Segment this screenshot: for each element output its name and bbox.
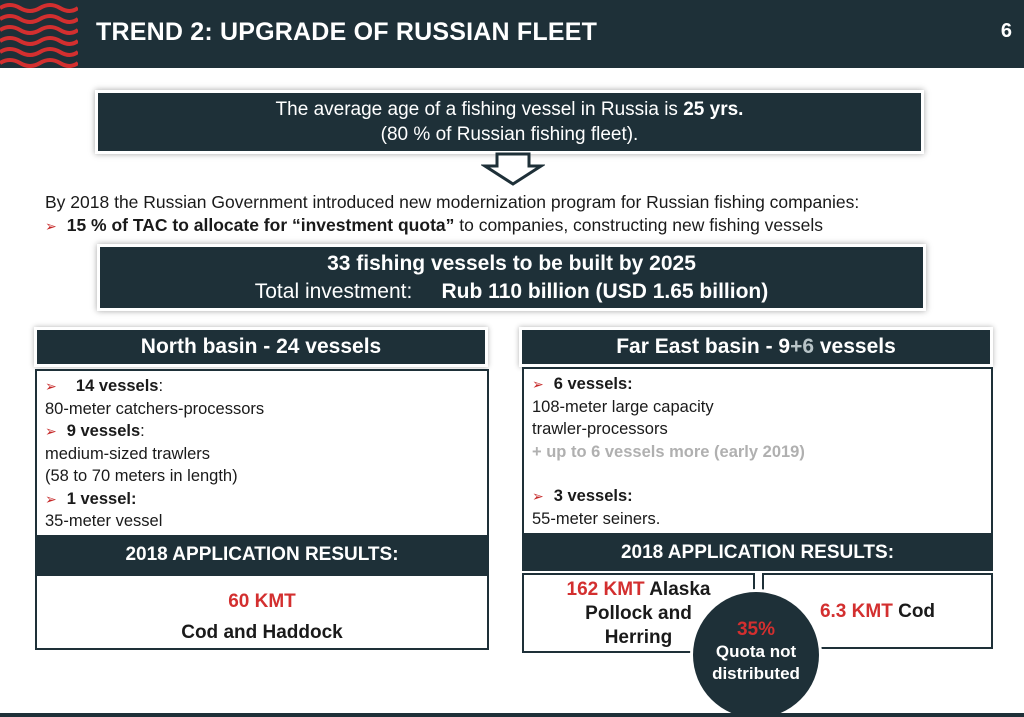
arrow-bullet-icon: ➢ — [45, 490, 57, 507]
north-result-amount: 60 KMT — [228, 591, 296, 612]
north-item-2-count: 9 vessels — [66, 422, 141, 440]
north-basin-vessel-list — [35, 369, 489, 537]
program-intro-text: By 2018 the Russian Government introduced new modernization program for Russian fishing companies: — [45, 192, 860, 212]
total-investment-label: Total investment: — [254, 280, 413, 303]
north-item-2-desc1: medium-sized trawlers — [45, 444, 211, 463]
north-item-2-desc2: (58 to 70 meters in length) — [45, 467, 238, 485]
quota-not-distributed-badge — [693, 592, 819, 717]
fareast-result-1-amount: 162 KMT — [566, 579, 645, 600]
fareast-item-2-count: 3 vessels: — [553, 487, 633, 505]
fareast-item-1-extra: + up to 6 vessels more (early 2019) — [532, 442, 805, 461]
north-results-box — [35, 574, 489, 650]
north-item-1 — [45, 375, 479, 398]
down-arrow-icon — [481, 152, 545, 186]
fareast-item-1 — [532, 373, 983, 396]
quota-line1: Quota not — [715, 642, 797, 661]
north-item-1-count: 14 vessels — [75, 377, 159, 395]
average-age-text: The average age of a fishing vessel in Russia is — [275, 99, 684, 120]
fareast-result-1-line1 — [524, 578, 753, 602]
fareast-item-1-count: 6 vessels: — [553, 375, 633, 393]
fareast-result-1-species-a: Alaska — [644, 579, 711, 600]
slide-header — [0, 0, 1024, 68]
average-age-value: 25 yrs. — [683, 99, 744, 120]
slide-title: TREND 2: UPGRADE OF RUSSIAN FLEET — [96, 18, 598, 46]
arrow-bullet-icon: ➢ — [45, 378, 57, 394]
investment-quota-rest: to companies, constructing new fishing vessels — [454, 215, 824, 235]
fareast-basin-vessel-list — [522, 367, 993, 535]
north-basin-heading: North basin - 24 vessels — [37, 330, 485, 364]
page-number: 6 — [1000, 20, 1012, 42]
waves-logo-icon — [0, 0, 78, 68]
north-item-2 — [45, 420, 479, 443]
average-age-line2: (80 % of Russian fishing fleet). — [380, 124, 639, 145]
list-spacer — [532, 463, 983, 485]
fareast-basin-heading — [522, 330, 990, 364]
north-item-1-colon: : — [158, 377, 164, 395]
average-age-box — [98, 93, 921, 151]
quota-percent: 35% — [736, 619, 776, 640]
fareast-result-2-species: Cod — [892, 601, 936, 622]
north-results-label: 2018 APPLICATION RESULTS: — [35, 537, 489, 574]
north-item-3-desc: 35-meter vessel — [45, 512, 163, 530]
total-investment-line — [100, 278, 923, 306]
north-item-1-desc: 80-meter catchers-processors — [45, 399, 265, 418]
north-item-3 — [45, 488, 479, 511]
quota-line2: distributed — [712, 664, 800, 683]
footer-divider — [0, 713, 1024, 717]
arrow-bullet-icon: ➢ — [45, 423, 57, 439]
north-result-species: Cod and Haddock — [181, 622, 343, 643]
investment-box — [100, 247, 923, 308]
fareast-heading-a: Far East basin - 9 — [616, 335, 791, 358]
north-item-3-count: 1 vessel: — [66, 489, 137, 508]
fareast-item-1-desc2: trawler-processors — [532, 420, 668, 438]
fareast-item-2 — [532, 485, 983, 508]
program-intro — [45, 191, 1005, 238]
vessels-to-build: 33 fishing vessels to be built by 2025 — [327, 252, 696, 275]
arrow-bullet-icon: ➢ — [45, 218, 57, 234]
investment-quota-bullet — [45, 214, 1005, 238]
fareast-result-1-species-c: Herring — [604, 627, 673, 648]
fareast-item-1-desc1: 108-meter large capacity — [532, 397, 714, 416]
fareast-heading-plus: +6 — [790, 335, 815, 358]
investment-quota-bold: 15 % of TAC to allocate for “investment quota” — [66, 215, 455, 235]
fareast-item-2-desc: 55-meter seiners. — [532, 509, 661, 528]
total-investment-amount: Rub 110 billion (USD 1.65 billion) — [441, 280, 769, 303]
north-item-2-colon: : — [140, 422, 145, 440]
average-age-line1 — [98, 97, 921, 122]
fareast-heading-b: vessels — [814, 335, 896, 358]
fareast-results-label: 2018 APPLICATION RESULTS: — [522, 535, 993, 571]
arrow-bullet-icon: ➢ — [532, 488, 544, 504]
fareast-result-2-amount: 6.3 KMT — [819, 601, 893, 622]
arrow-bullet-icon: ➢ — [532, 376, 544, 392]
fareast-result-1-species-b: Pollock and — [585, 603, 692, 624]
